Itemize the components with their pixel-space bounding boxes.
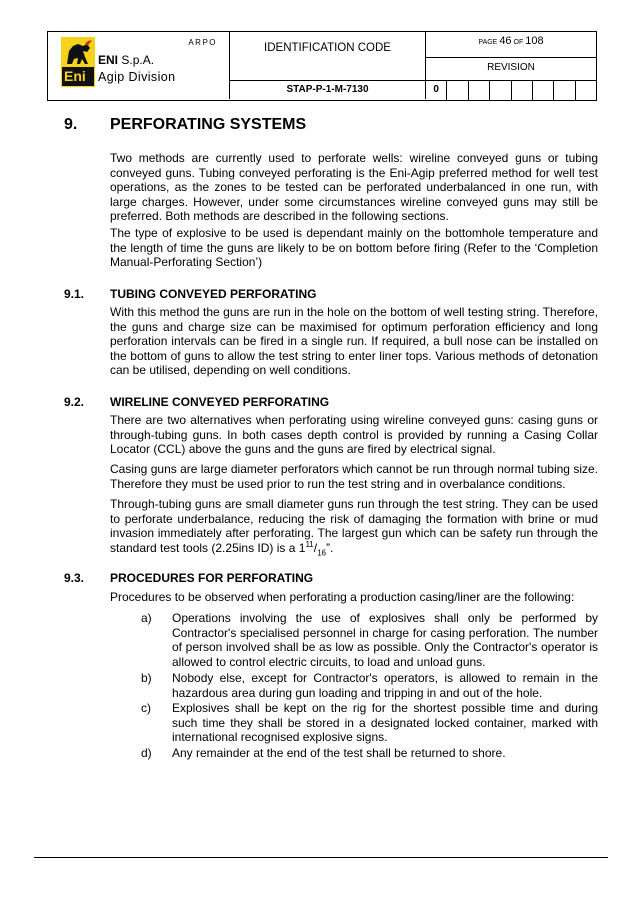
company-name: ENI S.p.A. xyxy=(98,53,155,67)
intro-paragraph-1: Two methods are currently used to perforate wells: wireline conveyed guns or tubing conveyed guns. Tubing conveyed perforating is the Eni-Agip preferred method for well test operations, as the zones to be tested can be perforated underbalanced in one run, with large charges. However, under some circumstances wireline conveyed guns may still be preferred. Both methods are described in the following sections. xyxy=(110,151,598,223)
revision-row xyxy=(426,80,596,100)
subsection-heading-9-3: 9.3. PROCEDURES FOR PERFORATING xyxy=(64,571,314,585)
revision-label: REVISION xyxy=(487,62,535,73)
wcp-paragraph-2: Casing guns are large diameter perforators which cannot be run through normal tubing size. Therefore they must be used prior to run the test string and in overbalance conditions. xyxy=(110,462,598,491)
intro-paragraph-2: The type of explosive to be used is dependant mainly on the bottomhole temperature and the length of time the guns are likely to be on bottom before firing (Refer to the ‘Completion Manual-Perforating Section’) xyxy=(110,226,598,269)
procedure-item-b: b) Nobody else, except for Contractor's operators, is allowed to remain in the hazardous area during gun loading and tripping in and out of the hole. xyxy=(141,671,598,700)
procedure-item-a: a) Operations involving the use of explosives shall only be performed by Contractor's specialised personnel in charge for casing perforation. The number of person involved shall be as low as possible. Only the Contractor's operator is allowed to control electric circuits, to load and unload guns. xyxy=(141,611,598,669)
procedure-item-d: d) Any remainder at the end of the test shall be returned to shore. xyxy=(141,746,506,760)
wcp-paragraph-3: Through-tubing guns are small diameter guns run through the test string. They can be used to perforate underbalance, reducing the risk of damaging the formation with brine or mud invasion immediately after perforating. The largest gun which can be safety run through the standard test tools (2.25ins ID) is a $1^{11}/_{16}$”. xyxy=(110,497,598,557)
tcp-paragraph: With this method the guns are run in the hole on the bottom of well testing string. Therefore, the guns and charge size can be maximised for optimum perforation efficiency and long perforation intervals can be fired in a single run. If required, a bull nose can be installed on the bottom of guns to allow the test string to enter liner tops. Various methods of detonation can be utilised, depending on well conditions. xyxy=(110,305,598,377)
identification-code: STAP-P-1-M-7130 xyxy=(230,80,426,99)
identification-label: IDENTIFICATION CODE xyxy=(230,32,426,80)
footer-rule xyxy=(34,857,608,858)
procedures-intro: Procedures to be observed when perforating a production casing/liner are the following: xyxy=(110,590,575,604)
logo-cell xyxy=(48,32,230,99)
wcp-paragraph-1: There are two alternatives when perforating using wireline conveyed guns: casing guns or through-tubing guns. In both cases depth control is provided by running a Casing Collar Locator (CCL) above the guns and the guns are fired by electrical signal. xyxy=(110,413,598,456)
section-heading: 9. PERFORATING SYSTEMS xyxy=(64,116,307,133)
arpo-label: ARPO xyxy=(188,38,217,47)
subsection-heading-9-1: 9.1. TUBING CONVEYED PERFORATING xyxy=(64,287,317,301)
eni-logo-text: Eni xyxy=(64,68,86,84)
subsection-heading-9-2: 9.2. WIRELINE CONVEYED PERFORATING xyxy=(64,395,330,409)
document-header xyxy=(47,31,597,101)
eni-logo xyxy=(61,37,95,87)
procedure-item-c: c) Explosives shall be kept on the rig for the shortest possible time and during such time they shall be stored in a designated locked container, marked with international recognised explosive signs. xyxy=(141,701,598,744)
revision-value: 0 xyxy=(426,81,447,100)
page-number: PAGE 46 OF 108 xyxy=(426,32,596,58)
division-name: Agip Division xyxy=(98,70,176,84)
